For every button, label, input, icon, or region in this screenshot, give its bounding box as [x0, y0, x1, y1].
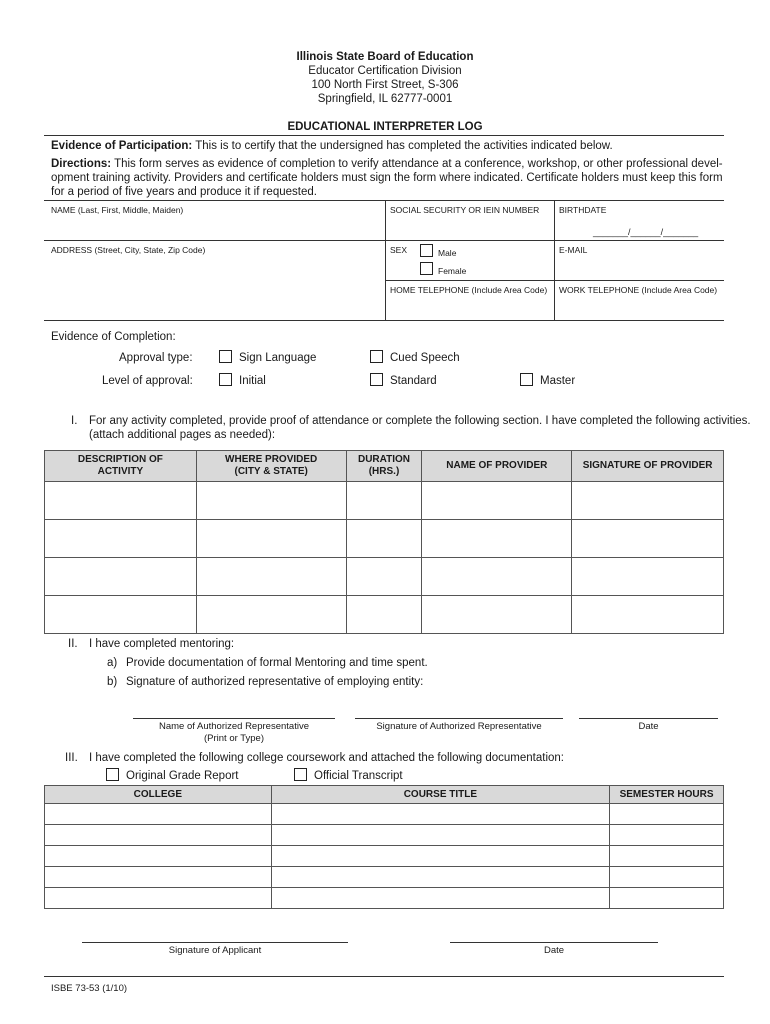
cued-speech-label: Cued Speech	[390, 352, 460, 364]
female-checkbox[interactable]	[420, 262, 433, 275]
col-duration-line-2: (HRS.)	[368, 466, 400, 477]
name-field[interactable]	[46, 212, 382, 238]
item-b-marker: b)	[107, 676, 118, 688]
table-cell[interactable]	[196, 482, 346, 520]
table-cell[interactable]	[45, 825, 272, 846]
table-row	[45, 846, 724, 867]
table-cell[interactable]	[346, 596, 422, 634]
activities-header-row	[45, 451, 724, 482]
coursework-header-row	[45, 786, 724, 804]
divider	[554, 200, 555, 320]
table-cell[interactable]	[610, 888, 724, 909]
level-of-approval-label: Level of approval:	[102, 375, 193, 387]
standard-checkbox[interactable]	[370, 373, 383, 386]
table-cell[interactable]	[610, 804, 724, 825]
agency-address-1: 100 North First Street, S-306	[311, 79, 459, 91]
male-label: Male	[438, 248, 457, 258]
section-1-text-line-1: For any activity completed, provide proof of attendance or complete the following section. I have completed the following activities.	[89, 415, 751, 427]
table-row	[45, 804, 724, 825]
table-cell[interactable]	[346, 520, 422, 558]
email-field-label: E-MAIL	[559, 245, 588, 255]
table-cell[interactable]	[572, 558, 724, 596]
table-cell[interactable]	[45, 558, 197, 596]
table-cell[interactable]	[271, 825, 609, 846]
table-cell[interactable]	[346, 482, 422, 520]
table-row	[45, 867, 724, 888]
col-description	[45, 451, 197, 482]
table-cell[interactable]	[271, 867, 609, 888]
table-cell[interactable]	[572, 596, 724, 634]
master-checkbox[interactable]	[520, 373, 533, 386]
divider	[44, 320, 724, 321]
col-name-of-provider: NAME OF PROVIDER	[422, 451, 572, 482]
section-3-numeral: III.	[65, 752, 78, 764]
table-cell[interactable]	[45, 596, 197, 634]
divider	[385, 200, 386, 320]
table-cell[interactable]	[422, 596, 572, 634]
table-row	[45, 596, 724, 634]
evidence-text: This is to certify that the undersigned has completed the activities indicated below.	[195, 140, 613, 152]
initial-checkbox[interactable]	[219, 373, 232, 386]
rep-signature-line[interactable]	[355, 718, 563, 719]
directions-line-2: opment training activity. Providers and certificate holders must sign the form where indicated. Certificate holders must keep this form	[51, 172, 723, 184]
divider	[44, 200, 724, 201]
form-title: EDUCATIONAL INTERPRETER LOG	[287, 121, 483, 133]
rep-name-caption-line-1: Name of Authorized Representative	[159, 721, 309, 732]
applicant-date-line[interactable]	[450, 942, 658, 943]
original-grade-report-label: Original Grade Report	[126, 770, 239, 782]
table-cell[interactable]	[572, 482, 724, 520]
table-cell[interactable]	[271, 888, 609, 909]
female-label: Female	[438, 266, 467, 276]
item-a-marker: a)	[107, 657, 118, 669]
directions-line-3: for a period of five years and produce it if requested.	[51, 186, 317, 198]
applicant-date-caption: Date	[543, 945, 565, 956]
sign-language-checkbox[interactable]	[219, 350, 232, 363]
table-row	[45, 888, 724, 909]
form-number: ISBE 73-53 (1/10)	[51, 983, 128, 994]
birthdate-field[interactable]: _______/______/_______	[593, 227, 699, 237]
table-cell[interactable]	[196, 520, 346, 558]
table-cell[interactable]	[196, 558, 346, 596]
table-cell[interactable]	[422, 520, 572, 558]
applicant-signature-caption: Signature of Applicant	[168, 945, 262, 956]
table-cell[interactable]	[45, 482, 197, 520]
section-3-heading: I have completed the following college coursework and attached the following documentation:	[89, 752, 564, 764]
col-where-line-2: (CITY & STATE)	[234, 466, 308, 477]
table-row	[45, 482, 724, 520]
col-signature-of-provider: SIGNATURE OF PROVIDER	[572, 451, 724, 482]
table-row	[45, 825, 724, 846]
item-a-text: Provide documentation of formal Mentoring and time spent.	[126, 657, 428, 669]
table-row	[45, 558, 724, 596]
agency-address-2: Springfield, IL 62777-0001	[317, 93, 453, 105]
divider	[44, 976, 724, 977]
item-b-text: Signature of authorized representative of employing entity:	[126, 676, 424, 688]
col-where-line-1: WHERE PROVIDED	[225, 454, 318, 465]
table-cell[interactable]	[610, 846, 724, 867]
col-duration	[346, 451, 422, 482]
table-cell[interactable]	[45, 867, 272, 888]
completion-heading: Evidence of Completion:	[51, 331, 176, 343]
table-cell[interactable]	[45, 846, 272, 867]
table-cell[interactable]	[610, 825, 724, 846]
table-cell[interactable]	[196, 596, 346, 634]
section-1-numeral: I.	[71, 415, 78, 427]
col-duration-line-1: DURATION	[357, 454, 411, 465]
table-cell[interactable]	[45, 520, 197, 558]
table-cell[interactable]	[271, 804, 609, 825]
col-description-line-2: ACTIVITY	[97, 466, 144, 477]
address-field[interactable]	[46, 252, 382, 318]
work-phone-label: WORK TELEPHONE (Include Area Code)	[559, 285, 718, 295]
home-phone-label: HOME TELEPHONE (Include Area Code)	[390, 285, 548, 295]
evidence-label: Evidence of Participation:	[51, 140, 193, 152]
table-cell[interactable]	[610, 867, 724, 888]
address-field-label: ADDRESS (Street, City, State, Zip Code)	[51, 245, 206, 255]
table-row	[45, 520, 724, 558]
initial-label: Initial	[239, 375, 266, 387]
col-description-line-1: DESCRIPTION OF	[77, 454, 163, 465]
table-cell[interactable]	[572, 520, 724, 558]
birthdate-field-label: BIRTHDATE	[559, 205, 607, 215]
male-checkbox[interactable]	[420, 244, 433, 257]
original-grade-report-checkbox[interactable]	[106, 768, 119, 781]
rep-date-line[interactable]	[579, 718, 718, 719]
rep-name-line[interactable]	[133, 718, 335, 719]
col-where-provided	[196, 451, 346, 482]
section-2-numeral: II.	[68, 638, 78, 650]
activities-table	[44, 450, 724, 634]
name-field-label: NAME (Last, First, Middle, Maiden)	[51, 205, 184, 215]
table-cell[interactable]	[45, 888, 272, 909]
directions-line-1	[51, 157, 731, 171]
sign-language-label: Sign Language	[239, 352, 317, 364]
ssn-field[interactable]	[387, 212, 552, 238]
col-college: COLLEGE	[45, 786, 272, 804]
col-course-title: COURSE TITLE	[271, 786, 609, 804]
cued-speech-checkbox[interactable]	[370, 350, 383, 363]
agency-name: Illinois State Board of Education	[296, 51, 474, 63]
official-transcript-checkbox[interactable]	[294, 768, 307, 781]
directions-label: Directions:	[51, 158, 112, 170]
coursework-table	[44, 785, 724, 909]
approval-type-label: Approval type:	[119, 352, 193, 364]
applicant-signature-line[interactable]	[82, 942, 348, 943]
rep-signature-caption: Signature of Authorized Representative	[376, 721, 542, 732]
standard-label: Standard	[390, 375, 437, 387]
master-label: Master	[540, 375, 576, 387]
table-cell[interactable]	[346, 558, 422, 596]
table-cell[interactable]	[422, 558, 572, 596]
rep-name-caption	[133, 721, 335, 745]
division-name: Educator Certification Division	[308, 65, 462, 77]
evidence-of-participation	[51, 139, 613, 153]
col-semester-hours: SEMESTER HOURS	[610, 786, 724, 804]
rep-date-caption: Date	[638, 721, 659, 732]
ssn-field-label: SOCIAL SECURITY OR IEIN NUMBER	[390, 205, 540, 215]
official-transcript-label: Official Transcript	[314, 770, 403, 782]
table-cell[interactable]	[271, 846, 609, 867]
table-cell[interactable]	[45, 804, 272, 825]
section-2-heading: I have completed mentoring:	[89, 638, 235, 650]
sex-field-label: SEX	[390, 245, 408, 255]
rep-name-caption-line-2: (Print or Type)	[203, 733, 264, 744]
directions-text: This form serves as evidence of completion to verify attendance at a conference, workshop, or other professional devel-	[114, 158, 723, 170]
table-cell[interactable]	[422, 482, 572, 520]
section-1-text-line-2: (attach additional pages as needed):	[89, 429, 276, 441]
divider	[44, 240, 724, 241]
divider	[44, 135, 724, 136]
